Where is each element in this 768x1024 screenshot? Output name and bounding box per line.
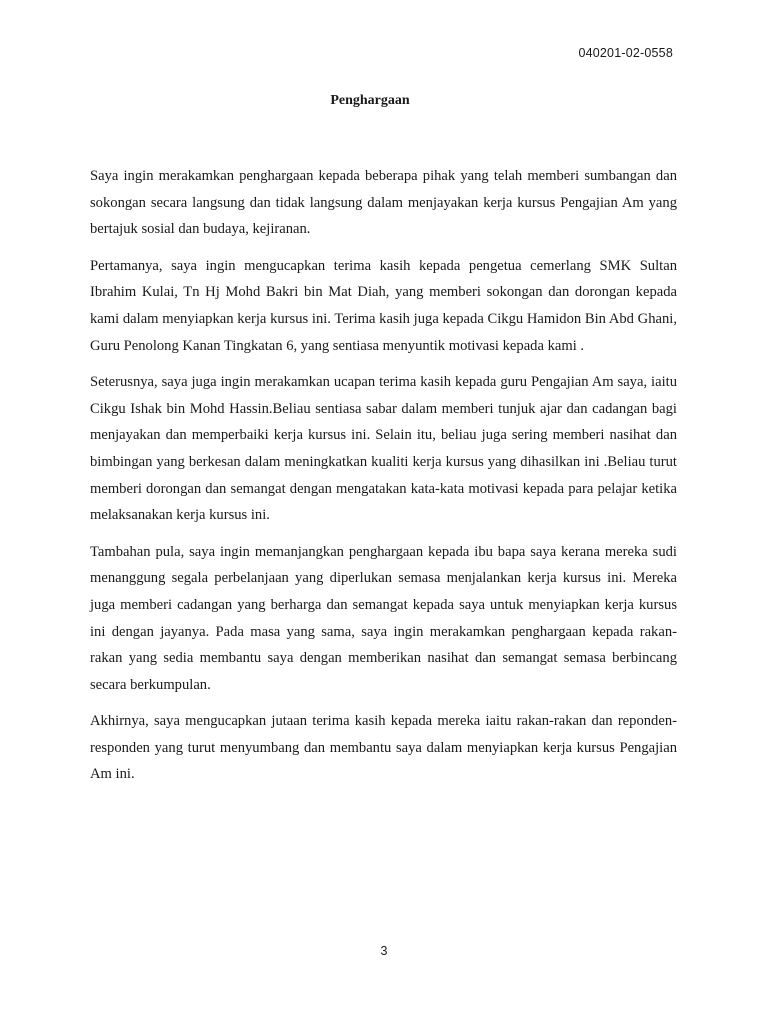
paragraph: Tambahan pula, saya ingin memanjangkan penghargaan kepada ibu bapa saya kerana mereka sudi menanggung segala perbelanjaan yang diperlukan semasa menjalankan kerja kursus ini. Mereka juga memberi cadangan yang berharga dan semangat kepada saya untuk menyiapkan kerja kursus ini dengan jayanya. Pada masa yang sama, saya ingin merakamkan penghargaan kepada rakan-rakan yang sedia membantu saya dengan memberikan nasihat dan semangat semasa berbincang secara berkumpulan. — [90, 543, 677, 693]
body-text — [90, 163, 677, 798]
paragraph: Pertamanya, saya ingin mengucapkan terima kasih kepada pengetua cemerlang SMK Sultan Ibrahim Kulai, Tn Hj Mohd Bakri bin Mat Diah, yang memberi sokongan dan dorongan kepada kami dalam menyiapkan kerja kursus ini. Terima kasih juga kepada Cikgu Hamidon Bin Abd Ghani, Guru Penolong Kanan Tingkatan 6, yang sentiasa menyuntik motivasi kepada kami . — [90, 257, 677, 354]
reference-id: 040201-02-0558 — [578, 46, 673, 60]
paragraph: Seterusnya, saya juga ingin merakamkan ucapan terima kasih kepada guru Pengajian Am saya, iaitu Cikgu Ishak bin Mohd Hassin.Beliau sentiasa sabar dalam memberi tunjuk ajar dan cadangan bagi menjayakan dan memperbaiki kerja kursus ini. Selain itu, beliau juga sering memberi nasihat dan bimbingan yang berkesan dalam meningkatkan kualiti kerja kursus yang dihasilkan ini .Beliau turut memberi dorongan dan semangat dengan mengatakan kata-kata motivasi kepada para pelajar ketika melaksanakan kerja kursus ini. — [90, 374, 677, 524]
page-number: 3 — [380, 944, 388, 958]
paragraph: Akhirnya, saya mengucapkan jutaan terima kasih kepada mereka iaitu rakan-rakan dan reponden-responden yang turut menyumbang dan membantu saya dalam menyiapkan kerja kursus Pengajian Am ini. — [90, 713, 677, 783]
paragraph: Saya ingin merakamkan penghargaan kepada beberapa pihak yang telah memberi sumbangan dan sokongan secara langsung dan tidak langsung dalam menjayakan kerja kursus Pengajian Am yang bertajuk sosial dan budaya, kejiranan. — [90, 168, 677, 238]
page-title: Penghargaan — [330, 93, 410, 108]
